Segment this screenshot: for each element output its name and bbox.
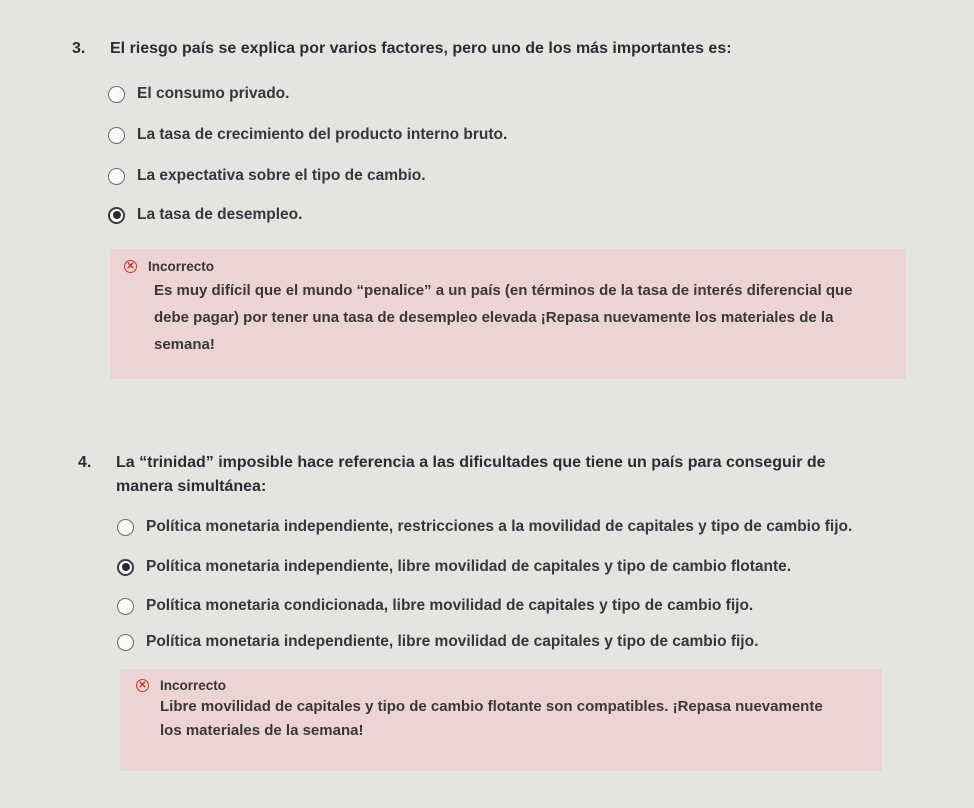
radio-selected-icon[interactable] — [117, 559, 134, 576]
question-3-header — [72, 37, 952, 61]
feedback-title — [124, 259, 882, 274]
option-label: Política monetaria independiente, libre movilidad de capitales y tipo de cambio flotante. — [146, 558, 792, 575]
option-label: Política monetaria condicionada, libre movilidad de capitales y tipo de cambio fijo. — [146, 597, 754, 614]
question-3 — [72, 37, 952, 61]
feedback-body: Es muy difícil que el mundo “penalice” a un país (en términos de la tasa de interés diferencial que debe pagar) por tener una tasa de desempleo elevada ¡Repasa nuevamente los materiales de la semana! — [154, 282, 853, 353]
option-label: Política monetaria independiente, restricciones a la movilidad de capitales y tipo de cambio fijo. — [146, 518, 853, 535]
question-4 — [78, 451, 848, 499]
q4-feedback-box — [120, 669, 882, 771]
question-number: 3. — [72, 40, 86, 57]
radio-unselected-icon[interactable] — [117, 519, 134, 536]
q3-option-2[interactable] — [108, 123, 507, 147]
radio-unselected-icon[interactable] — [108, 86, 125, 103]
feedback-title — [136, 678, 842, 693]
q4-option-3[interactable] — [117, 594, 753, 618]
radio-unselected-icon[interactable] — [117, 634, 134, 651]
feedback-body: Libre movilidad de capitales y tipo de cambio flotante son compatibles. ¡Repasa nuevamente los materiales de la semana! — [160, 698, 823, 739]
option-label: La expectativa sobre el tipo de cambio. — [137, 167, 426, 184]
question-4-header — [78, 451, 848, 499]
option-label: El consumo privado. — [137, 85, 290, 102]
question-text: El riesgo país se explica por varios factores, pero uno de los más importantes es: — [110, 40, 732, 57]
radio-selected-icon[interactable] — [108, 207, 125, 224]
q3-feedback-box — [110, 249, 906, 379]
radio-unselected-icon[interactable] — [117, 598, 134, 615]
question-text: La “trinidad” imposible hace referencia a las dificultades que tiene un país para conseguir de manera simultánea: — [116, 454, 826, 495]
feedback-title-text: Incorrecto — [160, 678, 227, 693]
option-label: La tasa de crecimiento del producto interno bruto. — [137, 126, 508, 143]
q3-option-4[interactable] — [108, 203, 302, 227]
option-label: Política monetaria independiente, libre movilidad de capitales y tipo de cambio fijo. — [146, 633, 759, 650]
radio-unselected-icon[interactable] — [108, 168, 125, 185]
question-number: 4. — [78, 454, 92, 471]
feedback-title-text: Incorrecto — [148, 259, 215, 274]
x-circle-icon: ✕ — [124, 260, 137, 273]
q4-option-2[interactable] — [117, 555, 791, 579]
option-label: La tasa de desempleo. — [137, 206, 303, 223]
q4-option-4[interactable] — [117, 630, 758, 654]
q4-option-1[interactable] — [117, 515, 852, 539]
x-circle-icon: ✕ — [136, 679, 149, 692]
q3-option-3[interactable] — [108, 164, 426, 188]
q3-option-1[interactable] — [108, 82, 289, 106]
radio-unselected-icon[interactable] — [108, 127, 125, 144]
